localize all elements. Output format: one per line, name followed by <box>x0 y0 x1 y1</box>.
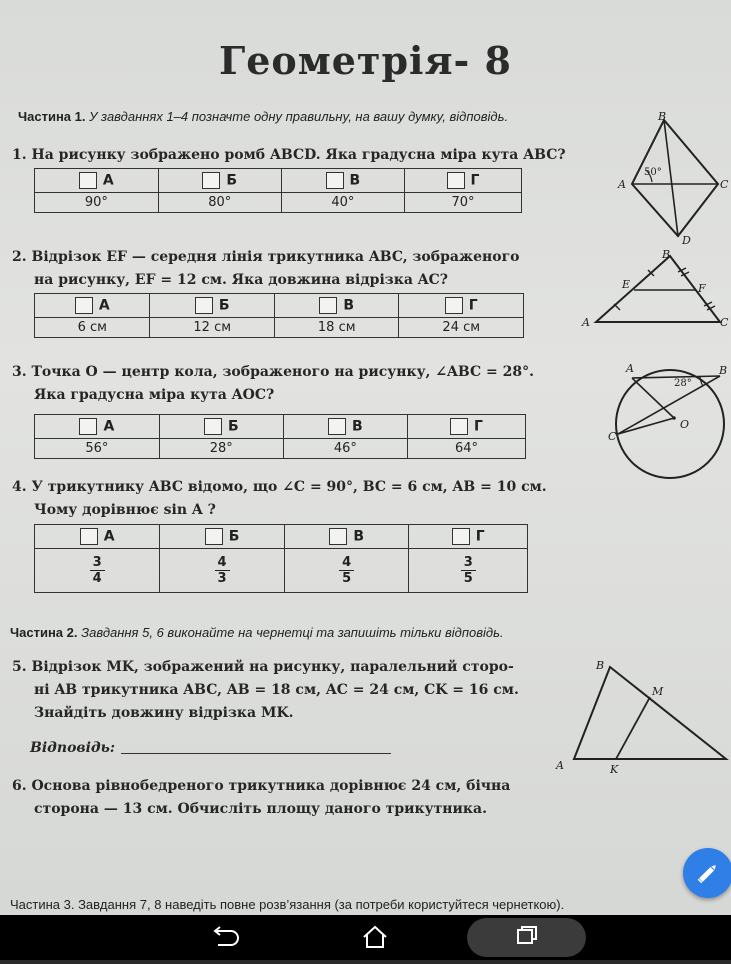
answer-underline[interactable] <box>121 753 391 754</box>
option-3-b[interactable]: Б <box>159 415 283 439</box>
angle-label: 50° <box>644 167 662 178</box>
option-value: 64° <box>407 439 525 459</box>
question-2 <box>12 246 520 292</box>
option-1-d[interactable]: Г <box>404 169 521 193</box>
option-value <box>35 549 160 593</box>
option-value <box>284 549 409 593</box>
checkbox[interactable] <box>329 528 347 545</box>
rhombus-figure <box>612 108 730 250</box>
option-4-d[interactable]: Г <box>409 525 528 549</box>
option-1-a[interactable]: А <box>35 169 159 193</box>
question-3 <box>12 361 534 407</box>
option-4-b[interactable]: Б <box>160 525 285 549</box>
checkbox[interactable] <box>195 297 213 314</box>
center-point <box>672 416 676 420</box>
option-value: 80° <box>158 193 281 213</box>
radius-oa <box>632 378 674 418</box>
question-5-line2: ні AB трикутника ABC, AB = 18 см, AC = 24 см, CK = 16 см. <box>34 682 519 698</box>
tick-mark <box>614 304 620 310</box>
part1-header <box>18 109 508 124</box>
label-c: C <box>720 316 729 329</box>
triangle-mk-figure <box>552 655 731 777</box>
label-o: O <box>680 418 690 431</box>
label-b: B <box>662 248 671 261</box>
option-value <box>409 549 528 593</box>
option-1-b[interactable]: Б <box>158 169 281 193</box>
checkbox[interactable] <box>79 172 97 189</box>
option-value: 70° <box>404 193 521 213</box>
back-icon <box>200 915 250 960</box>
label-e: E <box>622 278 631 291</box>
option-value: 56° <box>35 439 160 459</box>
option-value: 12 см <box>150 318 275 338</box>
circle <box>616 370 724 478</box>
label-a: A <box>626 362 634 375</box>
fraction: $\frac{4}{5}$ <box>339 555 354 586</box>
triangle-midline-figure <box>578 246 731 334</box>
question-6 <box>12 775 510 821</box>
option-3-a[interactable]: А <box>35 415 160 439</box>
question-3-line2: Яка градусна міра кута AOC? <box>34 387 275 403</box>
label-a: A <box>582 316 590 329</box>
checkbox[interactable] <box>452 528 470 545</box>
label-k: K <box>610 763 619 776</box>
navigation-bar <box>0 915 731 960</box>
label-b: B <box>596 659 605 672</box>
triangle-abc <box>574 667 726 759</box>
checkbox[interactable] <box>445 297 463 314</box>
edit-button[interactable] <box>683 848 731 898</box>
segment-mk <box>616 697 650 759</box>
label-m: M <box>652 685 664 698</box>
part1-instruction: У завданнях 1–4 позначте одну правильну, на вашу думку, відповідь. <box>89 109 509 124</box>
checkbox[interactable] <box>450 418 468 435</box>
pencil-icon <box>683 848 731 898</box>
question-6-line1: 6. Основа рівнобедреного трикутника дорівнює 24 см, бічна <box>12 778 511 794</box>
radius-oc <box>618 418 674 434</box>
circle-figure <box>604 358 731 484</box>
label-a: A <box>618 178 626 191</box>
option-2-c[interactable]: В <box>274 294 399 318</box>
back-button[interactable] <box>200 915 250 960</box>
diagonal-bd <box>664 120 678 236</box>
question-3-line1: 3. Точка O — центр кола, зображеного на рисунку, ∠ABC = 28°. <box>12 364 534 380</box>
label-c: C <box>608 430 617 443</box>
question-4 <box>12 476 547 522</box>
label-b: B <box>719 364 728 377</box>
home-icon <box>350 915 400 960</box>
part2-header <box>10 625 504 640</box>
label-b: B <box>658 110 667 123</box>
question-5-line1: 5. Відрізок MK, зображений на рисунку, паралельний сторо- <box>12 659 514 675</box>
checkbox[interactable] <box>202 172 220 189</box>
option-value: 28° <box>159 439 283 459</box>
fraction: $\frac{3}{4}$ <box>90 555 105 586</box>
answer-label: Відповідь: <box>30 740 116 756</box>
option-3-d[interactable]: Г <box>407 415 525 439</box>
label-f: F <box>698 282 706 295</box>
checkbox[interactable] <box>205 528 223 545</box>
question-2-line1: 2. Відрізок EF — середня лінія трикутника ABC, зображеного <box>12 249 520 265</box>
question-1 <box>12 144 566 167</box>
page-title: Геометрія- 8 <box>218 38 512 83</box>
question-2-line2: на рисунку, EF = 12 см. Яка довжина відрізка AC? <box>34 272 448 288</box>
fraction: $\frac{3}{5}$ <box>461 555 476 586</box>
label-d: D <box>682 234 691 247</box>
option-value: 90° <box>35 193 159 213</box>
answer-table-1 <box>34 168 522 213</box>
rhombus-shape <box>632 120 718 236</box>
answer-table-2 <box>34 293 524 338</box>
checkbox[interactable] <box>204 418 222 435</box>
part2-label: Частина 2. <box>10 625 78 640</box>
checkbox[interactable] <box>319 297 337 314</box>
option-value: 40° <box>281 193 404 213</box>
option-value: 46° <box>283 439 407 459</box>
option-value: 24 см <box>399 318 524 338</box>
checkbox[interactable] <box>79 418 97 435</box>
part1-label: Частина 1. <box>18 109 86 124</box>
question-6-line2: сторона — 13 см. Обчисліть площу даного трикутника. <box>34 801 487 817</box>
checkbox[interactable] <box>326 172 344 189</box>
answer-table-3 <box>34 414 526 459</box>
option-4-a[interactable]: А <box>35 525 160 549</box>
label-c: C <box>720 178 729 191</box>
option-2-d[interactable]: Г <box>399 294 524 318</box>
label-a: A <box>556 759 564 772</box>
checkbox[interactable] <box>328 418 346 435</box>
option-value: 6 см <box>35 318 150 338</box>
checkbox[interactable] <box>80 528 98 545</box>
part3-header-cut: Частина 3. Завдання 7, 8 наведіть повне розв’язання (за потреби користуйтеся чернеткою). <box>10 897 565 912</box>
option-2-b[interactable]: Б <box>150 294 275 318</box>
part2-instruction: Завдання 5, 6 виконайте на чернетці та запишіть тільки відповідь. <box>81 625 504 640</box>
answer-field-5[interactable] <box>30 740 391 756</box>
question-5-line3: Знайдіть довжину відрізка MK. <box>34 705 294 721</box>
checkbox[interactable] <box>447 172 465 189</box>
option-value: 18 см <box>274 318 399 338</box>
option-4-c[interactable]: В <box>284 525 409 549</box>
checkbox[interactable] <box>75 297 93 314</box>
angle-label: 28° <box>674 378 692 389</box>
question-4-line2: Чому дорівнює sin A ? <box>34 502 216 518</box>
recent-apps-icon <box>467 918 586 957</box>
recent-apps-button[interactable] <box>467 918 586 957</box>
option-2-a[interactable]: А <box>35 294 150 318</box>
option-3-c[interactable]: В <box>283 415 407 439</box>
question-5 <box>12 656 519 725</box>
home-button[interactable] <box>350 915 400 960</box>
question-4-line1: 4. У трикутнику ABC відомо, що ∠C = 90°, BC = 6 см, AB = 10 см. <box>12 479 547 495</box>
answer-table-4 <box>34 524 528 593</box>
option-value <box>160 549 285 593</box>
question-1-text: 1. На рисунку зображено ромб ABCD. Яка градусна міра кута ABC? <box>12 147 566 163</box>
option-1-c[interactable]: В <box>281 169 404 193</box>
fraction: $\frac{4}{3}$ <box>215 555 230 586</box>
